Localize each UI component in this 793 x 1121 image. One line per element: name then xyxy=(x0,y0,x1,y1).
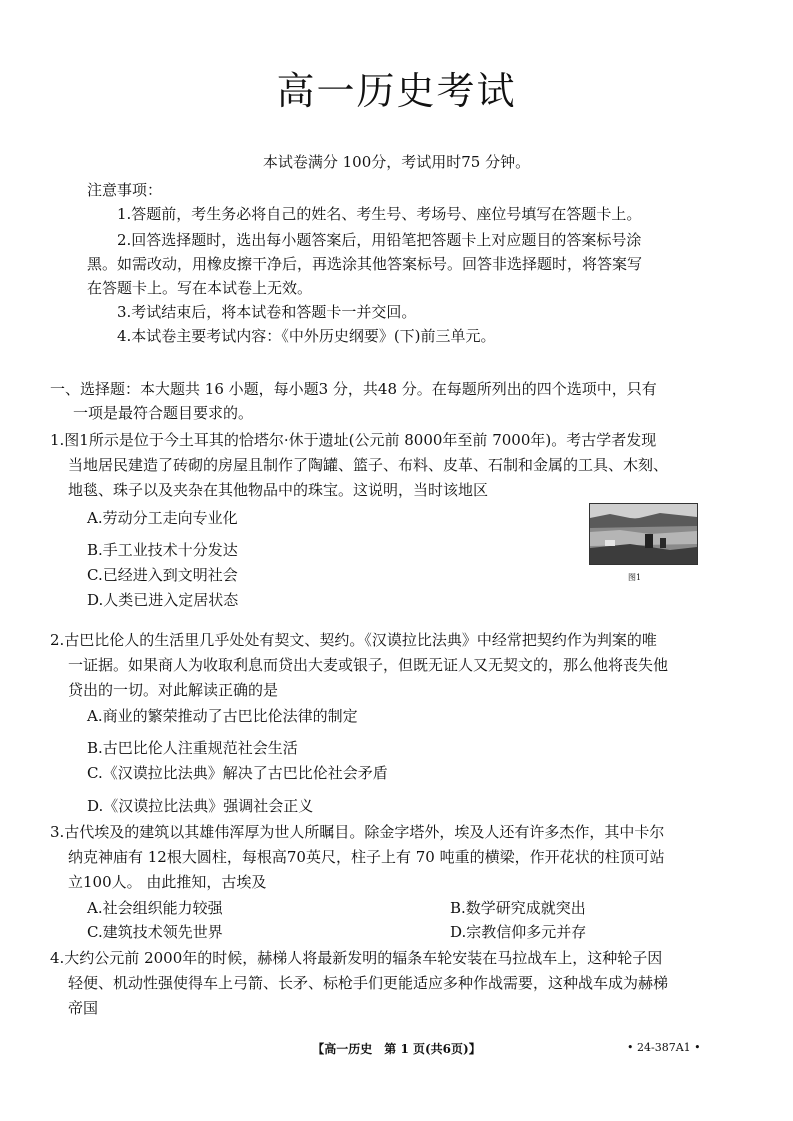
q2-option-c: C.《汉谟拉比法典》解决了古巴比伦社会矛盾 xyxy=(87,764,388,782)
q4-stem-line-1: 4.大约公元前 2000年的时候，赫梯人将最新发明的辐条车轮安装在马拉战车上，这种轮子因 xyxy=(50,949,663,967)
q1-option-a: A.劳动分工走向专业化 xyxy=(87,509,238,527)
q2-stem-line-2: 一证据。如果商人为收取利息而贷出大麦或银子，但既无证人又无契文的，那么他将丧失他 xyxy=(68,656,669,674)
q3-option-c: C.建筑技术领先世界 xyxy=(87,923,223,941)
q3-stem-line-2: 纳克神庙有 12根大圆柱，每根高70英尺，柱子上有 70 吨重的横梁，作开花状的柱顶可站 xyxy=(68,848,665,866)
q1-figure-image xyxy=(589,503,698,565)
q4-stem-line-2: 轻便、机动性强使得车上弓箭、长矛、标枪手们更能适应多种作战需要，这种战车成为赫梯 xyxy=(68,974,669,992)
q1-figure-caption: 图1 xyxy=(628,573,642,582)
notice-item-3: 3.考试结束后，将本试卷和答题卡一并交回。 xyxy=(117,303,417,321)
q2-stem-line-3: 贷出的一切。对此解读正确的是 xyxy=(68,681,279,699)
q4-stem-line-3: 帝国 xyxy=(68,999,99,1017)
notice-item-2: 2.回答选择题时，选出每小题答案后，用铅笔把答题卡上对应题目的答案标号涂 xyxy=(117,231,642,249)
q2-option-a: A.商业的繁荣推动了古巴比伦法律的制定 xyxy=(87,707,358,725)
section-heading-cont: 一项是最符合题目要求的。 xyxy=(73,404,254,422)
q3-option-b: B.数学研究成就突出 xyxy=(450,899,586,917)
q3-option-d: D.宗教信仰多元并存 xyxy=(450,923,587,941)
q2-option-d: D.《汉谟拉比法典》强调社会正义 xyxy=(87,797,314,815)
q3-option-a: A.社会组织能力较强 xyxy=(87,899,223,917)
notice-item-1: 1.答题前，考生务必将自己的姓名、考生号、考场号、座位号填写在答题卡上。 xyxy=(117,205,642,223)
notice-item-4: 4.本试卷主要考试内容：《中外历史纲要》(下)前三单元。 xyxy=(117,327,496,345)
q3-stem-line-3: 立100人。 由此推知，古埃及 xyxy=(68,873,267,891)
paper-code: • 24-387A1 • xyxy=(627,1041,701,1054)
q1-option-c: C.已经进入到文明社会 xyxy=(87,566,238,584)
q1-option-d: D.人类已进入定居状态 xyxy=(87,591,239,609)
page-footer: 【高一历史 第 1 页(共6页)】 xyxy=(312,1042,481,1056)
q2-option-b: B.古巴比伦人注重规范社会生活 xyxy=(87,739,298,757)
q1-stem-line-1: 1.图1所示是位于今土耳其的恰塔尔·休于遗址(公元前 8000年至前 7000年)。考古学者发现 xyxy=(50,431,657,449)
notice-item-2-cont-1: 黑。如需改动，用橡皮擦干净后，再选涂其他答案标号。回答非选择题时，将答案写 xyxy=(87,255,643,273)
q1-stem-line-3: 地毯、珠子以及夹杂在其他物品中的珠宝。这说明，当时该地区 xyxy=(68,481,489,499)
q3-stem-line-1: 3.古代埃及的建筑以其雄伟浑厚为世人所瞩目。除金字塔外，埃及人还有许多杰作，其中卡尔 xyxy=(50,823,665,841)
q1-option-b: B.手工业技术十分发达 xyxy=(87,541,238,559)
q2-stem-line-1: 2.古巴比伦人的生活里几乎处处有契文、契约。《汉谟拉比法典》中经常把契约作为判案的唯 xyxy=(50,631,657,649)
notice-heading: 注意事项： xyxy=(87,181,163,199)
exam-info: 本试卷满分 100分，考试用时75 分钟。 xyxy=(262,153,531,171)
section-heading: 一、选择题：本大题共 16 小题，每小题3 分，共48 分。在每题所列出的四个选项中，只有 xyxy=(50,380,657,398)
q1-stem-line-2: 当地居民建造了砖砌的房屋且制作了陶罐、篮子、布料、皮革、石制和金属的工具、木刻、 xyxy=(68,456,669,474)
notice-item-2-cont-2: 在答题卡上。写在本试卷上无效。 xyxy=(87,279,313,297)
exam-title: 高一历史考试 xyxy=(276,69,517,113)
